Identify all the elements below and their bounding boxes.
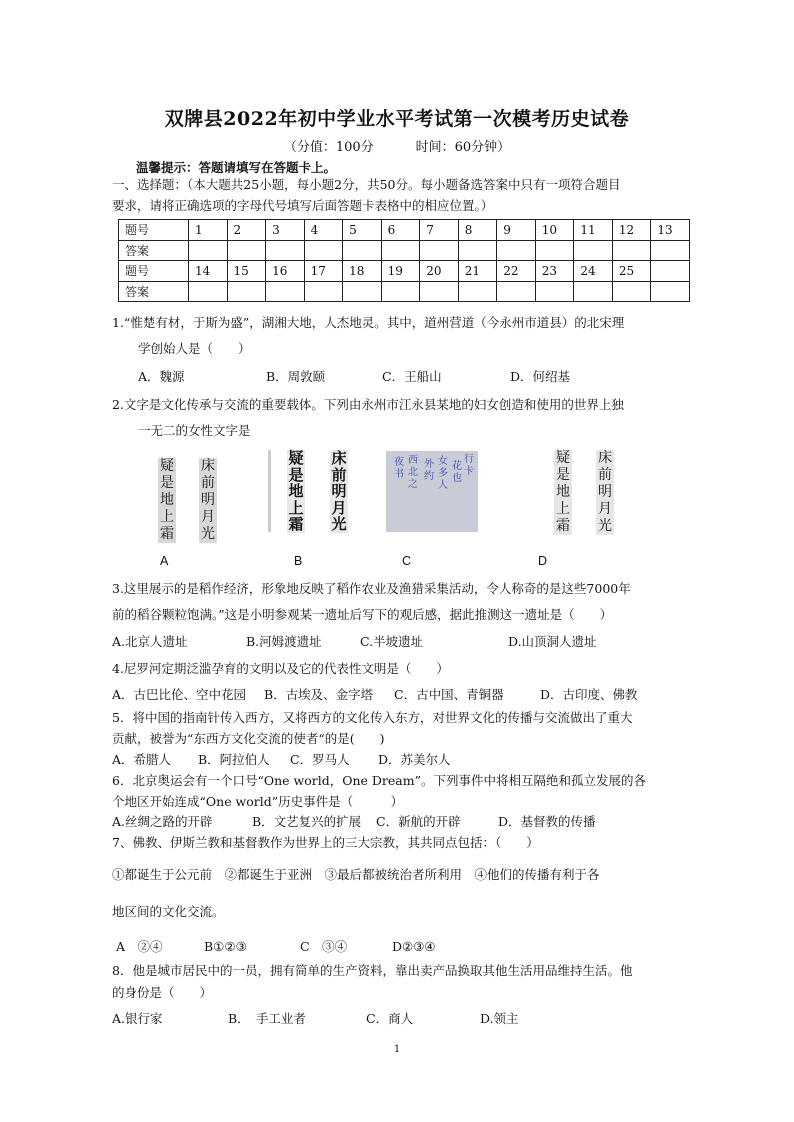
table-cell: 10 [535,220,574,241]
q8-stem-1: 8．他是城市居民中的一员，拥有简单的生产资料，靠出卖产品换取其他生活用品维持生活。他 [112,963,633,978]
answer-cell[interactable] [458,281,497,302]
option-a[interactable]: A．希腊人 [112,752,172,767]
q3-stem-1: 3.这里展示的是稻作经济，形象地反映了稻作农业及渔猎采集活动，令人称奇的是这些7000年 [112,581,631,596]
option-d[interactable]: D．基督教的传播 [498,814,596,829]
answer-cell[interactable] [304,240,343,261]
section1-instructions-1: 一、选择题：（本大题共25小题，每小题2分，共50分。每小题备选答案中只有一项符合题目 [112,177,621,192]
warm-tip: 温馨提示：答题请填写在答题卡上。 [136,160,337,175]
answer-cell[interactable] [651,281,690,302]
table-cell: 6 [381,220,420,241]
table-cell: 9 [497,220,536,241]
table-cell: 23 [535,261,574,282]
table-cell: 24 [574,261,613,282]
table-cell: 18 [343,261,382,282]
q7-stem-3: 地区间的文化交流。 [112,904,225,919]
answer-cell[interactable] [381,240,420,261]
table-cell: 20 [420,261,459,282]
q2-stem-1: 2.文字是文化传承与交流的重要载体。下列由永州市江永县某地的妇女创造和使用的世界上独 [112,397,624,412]
option-c-label[interactable]: C [402,554,412,568]
q4-options [112,686,692,704]
score-info: （分值：100分 [283,140,374,155]
option-c[interactable]: C．新航的开辟 [376,814,461,829]
q8-stem-2: 的身份是（ ） [112,985,213,1000]
option-d-column-right: 床前明月光 [598,450,612,534]
option-b[interactable]: B． 手工业者 [228,1011,306,1026]
option-b[interactable]: B．古埃及、金字塔 [264,687,374,702]
q5-options [112,751,692,769]
table-header-cell: 题号 [119,220,189,241]
answer-cell[interactable] [266,240,305,261]
option-d[interactable]: D．何绍基 [510,369,571,384]
q3-stem-2: 前的稻谷颗粒饱满。”这是小明参观某一遗址后写下的观后感，据此推测这一遗址是（ ） [112,607,613,622]
answer-cell[interactable] [420,240,459,261]
answer-cell[interactable] [574,281,613,302]
answer-cell[interactable] [497,240,536,261]
option-c-handwriting-image: 夜书 西北之 外约 女多人 花也 行卡 [386,451,478,532]
answer-table [118,219,690,302]
option-c[interactable]: C．王船山 [382,369,442,384]
answer-cell[interactable] [227,240,266,261]
answer-cell[interactable] [535,281,574,302]
q7-stem-2: ①都诞生于公元前 ②都诞生于亚洲 ③最后都被统治者所利用 ④他们的传播有利于各 [112,867,600,882]
table-cell: 13 [651,220,690,241]
option-b-label[interactable]: B [294,554,303,568]
answer-cell[interactable] [189,281,228,302]
table-cell: 3 [266,220,305,241]
option-b-column-right: 床前明月光 [331,449,347,533]
answer-cell[interactable] [227,281,266,302]
q4-stem-1: 4.尼罗河定期泛滥孕育的文明以及它的代表性文明是（ ） [112,661,449,676]
option-a-column-left: 疑是地上霜 [160,458,174,542]
option-b[interactable]: B．周敦颐 [266,369,326,384]
section1-instructions-2: 要求，请将正确选项的字母代号填写后面答题卡表格中的相应位置。） [112,198,494,213]
q6-options [112,813,692,831]
answer-cell[interactable] [574,240,613,261]
option-a-column-right: 床前明月光 [201,458,215,542]
option-c[interactable]: C．商人 [366,1011,414,1026]
option-d[interactable]: D．苏美尔人 [378,752,451,767]
answer-cell[interactable] [497,281,536,302]
option-d-column-left: 疑是地上霜 [556,450,570,534]
option-b[interactable]: B.河姆渡遗址 [246,634,322,649]
option-d[interactable]: D②③④ [392,939,436,954]
time-info: 时间：60分钟） [415,140,511,155]
table-row [119,220,690,241]
option-d[interactable]: D.山顶洞人遗址 [508,634,597,649]
table-cell: 5 [343,220,382,241]
answer-cell[interactable] [266,281,305,302]
table-cell: 8 [458,220,497,241]
table-header-cell: 题号 [119,261,189,282]
table-cell: 19 [381,261,420,282]
option-b-column-left: 疑是地上霜 [288,449,304,533]
q7-stem-1: 7、佛教、伊斯兰教和基督教作为世界上的三大宗教，其共同点包括：（ ） [112,835,539,850]
q6-stem-1: 6．北京奥运会有一个口号“One world，One Dream”。下列事件中将相互隔绝和孤立发展的各 [112,773,646,788]
table-cell: 7 [420,220,459,241]
q1-stem-1: 1.“惟楚有材，于斯为盛”，湖湘大地，人杰地灵。其中，道州营道（今永州市道县）的北宋理 [112,315,625,330]
answer-cell[interactable] [612,281,651,302]
q1-options [138,368,718,386]
table-cell: 22 [497,261,536,282]
answer-cell[interactable] [189,240,228,261]
answer-cell[interactable] [612,240,651,261]
q2-stem-2: 一无二的女性文字是 [138,423,251,438]
option-b[interactable]: B．文艺复兴的扩展 [252,814,362,829]
table-cell: 21 [458,261,497,282]
table-cell: 2 [227,220,266,241]
answer-cell[interactable] [651,240,690,261]
answer-cell[interactable] [381,281,420,302]
answer-cell[interactable] [420,281,459,302]
option-c[interactable]: C.半坡遗址 [360,634,424,649]
table-cell: 17 [304,261,343,282]
exam-subtitle [0,136,794,155]
page-number: 1 [393,1044,401,1055]
option-d-label[interactable]: D [538,554,548,568]
table-row [119,281,690,302]
option-b[interactable]: B．阿拉伯人 [198,752,270,767]
option-c[interactable]: C．古中国、青铜器 [394,687,504,702]
exam-title: 双牌县2022年初中学业水平考试第一次模考历史试卷 [164,108,630,130]
q6-stem-2: 个地区开始连成“One world”历史事件是（ ） [112,794,404,809]
table-cell: 14 [189,261,228,282]
table-cell: 1 [189,220,228,241]
option-b[interactable]: B①②③ [204,939,247,954]
answer-cell[interactable] [535,240,574,261]
option-a[interactable]: A.银行家 [112,1011,163,1026]
table-cell: 16 [266,261,305,282]
option-a[interactable]: A ②④ [116,939,163,954]
answer-cell[interactable] [343,281,382,302]
table-cell: 25 [612,261,651,282]
option-c[interactable]: C ③④ [300,939,348,954]
answer-cell[interactable] [304,281,343,302]
q5-stem-2: 贡献，被誉为“东西方文化交流的使者“的是( ) [112,731,385,746]
option-a-label[interactable]: A [160,554,169,568]
q3-options [112,633,692,651]
table-cell: 12 [612,220,651,241]
table-cell: 15 [227,261,266,282]
option-b-divider [268,450,271,532]
option-a[interactable]: A.丝绸之路的开辟 [112,814,213,829]
q8-options [112,1010,692,1028]
option-c[interactable]: C．罗马人 [290,752,350,767]
option-d[interactable]: D.领主 [480,1011,519,1026]
q7-options [116,938,696,956]
option-a[interactable]: A．古巴比伦、空中花园 [112,687,247,702]
q5-stem-1: 5．将中国的指南针传入西方，又将西方的文化传入东方，对世界文化的传播与交流做出了重大 [112,710,633,725]
answer-cell[interactable] [343,240,382,261]
table-cell: 11 [574,220,613,241]
option-a[interactable]: A.北京人遗址 [112,634,188,649]
table-header-cell: 答案 [119,240,189,261]
q1-stem-2: 学创始人是（ ） [138,341,251,356]
table-row [119,261,690,282]
answer-cell[interactable] [458,240,497,261]
option-d[interactable]: D．古印度、佛教 [540,687,638,702]
table-cell [651,261,690,282]
table-header-cell: 答案 [119,281,189,302]
table-cell: 4 [304,220,343,241]
table-row [119,240,690,261]
option-a[interactable]: A．魏源 [138,369,185,384]
